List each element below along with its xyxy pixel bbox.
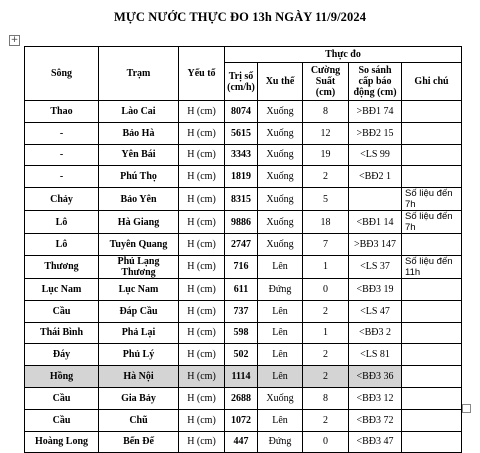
cell-note (402, 101, 462, 123)
table-row (25, 322, 462, 344)
cell-compare: <LS 37 (349, 255, 402, 278)
cell-compare (349, 188, 402, 211)
cell-level: 9886 (225, 211, 258, 234)
table-row (25, 409, 462, 431)
table-row (25, 234, 462, 256)
cell-station: Bảo Hà (99, 122, 179, 144)
table-row (25, 431, 462, 453)
cell-compare: >BĐ2 15 (349, 122, 402, 144)
cell-compare: <BĐ3 19 (349, 278, 402, 300)
cell-factor: H (cm) (179, 234, 225, 256)
cell-rate: 0 (303, 278, 349, 300)
cell-factor: H (cm) (179, 188, 225, 211)
cell-river: Thái Bình (25, 322, 99, 344)
cell-rate: 2 (303, 344, 349, 366)
table-row (25, 144, 462, 166)
cell-station: Phú Thọ (99, 166, 179, 188)
cell-trend: Xuống (258, 144, 303, 166)
cell-station: Phả Lại (99, 322, 179, 344)
cell-factor: H (cm) (179, 101, 225, 123)
cell-level: 598 (225, 322, 258, 344)
cell-station: Hà Nội (99, 366, 179, 388)
cell-note: Số liệu đến 11h (402, 255, 462, 278)
header-rate: Cường Suất (cm) (303, 63, 349, 101)
cell-rate: 8 (303, 101, 349, 123)
table-row (25, 300, 462, 322)
cell-river: - (25, 166, 99, 188)
cell-rate: 2 (303, 166, 349, 188)
cell-trend: Lên (258, 300, 303, 322)
table-row (25, 366, 462, 388)
cell-station: Hà Giang (99, 211, 179, 234)
cell-rate: 12 (303, 122, 349, 144)
cell-rate: 19 (303, 144, 349, 166)
table-move-handle-icon[interactable]: + (10, 35, 19, 45)
header-station: Trạm (99, 47, 179, 101)
cell-station: Tuyên Quang (99, 234, 179, 256)
cell-trend: Lên (258, 322, 303, 344)
cell-level: 737 (225, 300, 258, 322)
cell-note: Số liệu đến 7h (402, 188, 462, 211)
cell-note (402, 409, 462, 431)
cell-rate: 1 (303, 255, 349, 278)
cell-river: Lô (25, 234, 99, 256)
cell-rate: 18 (303, 211, 349, 234)
cell-compare: <LS 99 (349, 144, 402, 166)
cell-note (402, 234, 462, 256)
cell-river: Hồng (25, 366, 99, 388)
cell-trend: Xuống (258, 188, 303, 211)
cell-station: Lục Nam (99, 278, 179, 300)
cell-level: 502 (225, 344, 258, 366)
cell-rate: 8 (303, 387, 349, 409)
cell-trend: Xuống (258, 211, 303, 234)
cell-river: Thương (25, 255, 99, 278)
cell-station: Đáp Cầu (99, 300, 179, 322)
cell-station: Phủ Lạng Thương (99, 255, 179, 278)
cell-factor: H (cm) (179, 409, 225, 431)
cell-rate: 7 (303, 234, 349, 256)
cell-river: Đáy (25, 344, 99, 366)
cell-note (402, 278, 462, 300)
cell-trend: Xuống (258, 234, 303, 256)
cell-river: Thao (25, 101, 99, 123)
cell-level: 1072 (225, 409, 258, 431)
cell-river: Hoàng Long (25, 431, 99, 453)
cell-compare: <BĐ3 36 (349, 366, 402, 388)
cell-rate: 5 (303, 188, 349, 211)
page-title: MỰC NƯỚC THỰC ĐO 13h NGÀY 11/9/2024 (113, 10, 367, 24)
table-row (25, 188, 462, 211)
cell-note (402, 322, 462, 344)
cell-factor: H (cm) (179, 278, 225, 300)
cell-rate: 2 (303, 409, 349, 431)
cell-trend: Lên (258, 409, 303, 431)
cell-rate: 2 (303, 300, 349, 322)
cell-trend: Lên (258, 255, 303, 278)
cell-river: Chảy (25, 188, 99, 211)
cell-factor: H (cm) (179, 366, 225, 388)
cell-rate: 0 (303, 431, 349, 453)
header-river: Sông (25, 47, 99, 101)
cell-trend: Xuống (258, 101, 303, 123)
cell-note (402, 166, 462, 188)
table-row (25, 344, 462, 366)
cell-compare: <BĐ3 72 (349, 409, 402, 431)
table-row (25, 101, 462, 123)
cell-note (402, 122, 462, 144)
cell-level: 2747 (225, 234, 258, 256)
cell-trend: Xuống (258, 166, 303, 188)
cell-level: 716 (225, 255, 258, 278)
cell-river: - (25, 122, 99, 144)
cell-station: Yên Bái (99, 144, 179, 166)
header-factor: Yếu tố (179, 47, 225, 101)
header-measured-group: Thực đo (225, 47, 462, 63)
water-level-table (24, 46, 462, 453)
cell-level: 1114 (225, 366, 258, 388)
cell-compare: <LS 81 (349, 344, 402, 366)
cell-river: Cầu (25, 409, 99, 431)
header-level: Trị số (cm/h) (225, 63, 258, 101)
cell-compare: <BĐ3 2 (349, 322, 402, 344)
cell-rate: 1 (303, 322, 349, 344)
cell-compare: >BĐ3 147 (349, 234, 402, 256)
cell-level: 8315 (225, 188, 258, 211)
table-row (25, 387, 462, 409)
cell-note: Số liệu đến 7h (402, 211, 462, 234)
cell-station: Phủ Lý (99, 344, 179, 366)
cell-river: Lục Nam (25, 278, 99, 300)
cell-river: Lô (25, 211, 99, 234)
cell-rate: 2 (303, 366, 349, 388)
cell-factor: H (cm) (179, 255, 225, 278)
table-row (25, 166, 462, 188)
cell-note (402, 144, 462, 166)
cell-factor: H (cm) (179, 166, 225, 188)
cell-station: Chũ (99, 409, 179, 431)
cell-compare: <BĐ3 47 (349, 431, 402, 453)
cell-level: 5615 (225, 122, 258, 144)
cell-note (402, 300, 462, 322)
cell-factor: H (cm) (179, 322, 225, 344)
table-row (25, 278, 462, 300)
cell-level: 611 (225, 278, 258, 300)
header-note: Ghi chú (402, 63, 462, 101)
cell-note (402, 431, 462, 453)
cell-river: Cầu (25, 387, 99, 409)
cell-factor: H (cm) (179, 211, 225, 234)
cell-note (402, 344, 462, 366)
cell-station: Bảo Yên (99, 188, 179, 211)
cell-trend: Xuống (258, 387, 303, 409)
cell-trend: Lên (258, 366, 303, 388)
cell-factor: H (cm) (179, 300, 225, 322)
table-row (25, 255, 462, 278)
cell-note (402, 366, 462, 388)
table-body (25, 101, 462, 453)
table-row (25, 122, 462, 144)
cell-compare: <LS 47 (349, 300, 402, 322)
cell-factor: H (cm) (179, 144, 225, 166)
cell-station: Bến Đế (99, 431, 179, 453)
cell-level: 447 (225, 431, 258, 453)
cell-trend: Lên (258, 344, 303, 366)
cell-level: 3343 (225, 144, 258, 166)
cell-compare: >BĐ1 74 (349, 101, 402, 123)
header-trend: Xu thế (258, 63, 303, 101)
cell-river: - (25, 144, 99, 166)
cell-level: 1819 (225, 166, 258, 188)
cell-factor: H (cm) (179, 387, 225, 409)
cell-factor: H (cm) (179, 122, 225, 144)
cell-factor: H (cm) (179, 344, 225, 366)
cell-compare: <BĐ2 1 (349, 166, 402, 188)
cell-level: 8074 (225, 101, 258, 123)
cell-trend: Đứng (258, 278, 303, 300)
cell-river: Cầu (25, 300, 99, 322)
cell-trend: Xuống (258, 122, 303, 144)
cell-trend: Đứng (258, 431, 303, 453)
cell-note (402, 387, 462, 409)
cell-station: Lào Cai (99, 101, 179, 123)
cell-compare: <BĐ3 12 (349, 387, 402, 409)
table-resize-handle[interactable] (462, 404, 471, 413)
header-compare: So sánh cấp báo động (cm) (349, 63, 402, 101)
cell-factor: H (cm) (179, 431, 225, 453)
cell-level: 2688 (225, 387, 258, 409)
cell-compare: <BĐ1 14 (349, 211, 402, 234)
table-row (25, 211, 462, 234)
cell-station: Gia Bảy (99, 387, 179, 409)
